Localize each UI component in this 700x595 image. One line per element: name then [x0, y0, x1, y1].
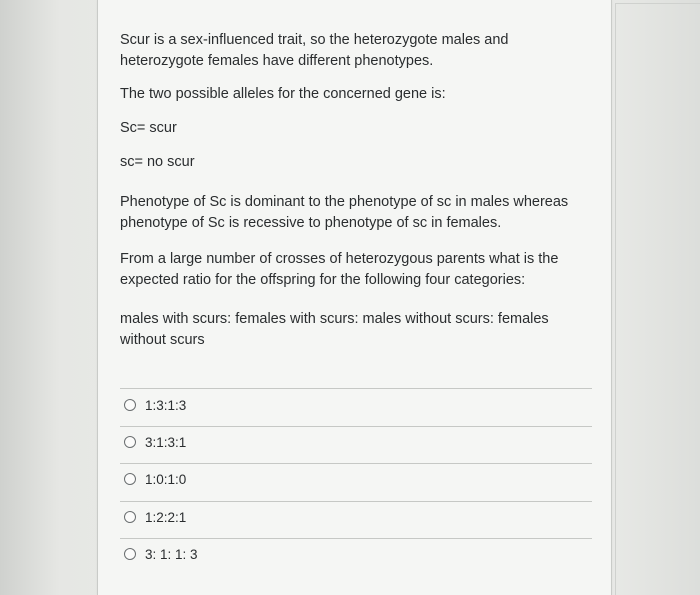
side-panel-frame — [615, 3, 700, 595]
radio-button-icon[interactable] — [124, 473, 136, 485]
question-intro: Scur is a sex-influenced trait, so the heterozygote males and heterozygote females have different phenotypes. — [120, 32, 509, 69]
answer-option-label: 1:2:2:1 — [145, 509, 187, 525]
divider — [120, 463, 592, 464]
answer-option-2[interactable] — [124, 431, 186, 453]
question-prompt: From a large number of crosses of heterozygous parents what is the expected ratio for the offspring for the following four categories: — [120, 251, 559, 288]
divider — [120, 426, 592, 427]
radio-button-icon[interactable] — [124, 511, 136, 523]
answer-option-1[interactable] — [124, 394, 186, 416]
question-dominance: Phenotype of Sc is dominant to the phenotype of sc in males whereas phenotype of Sc is recessive to phenotype of sc in females. — [120, 194, 569, 231]
question-card — [97, 0, 612, 595]
answer-option-label: 3:1:3:1 — [145, 434, 187, 450]
divider — [120, 538, 592, 539]
answer-option-label: 1:0:1:0 — [145, 471, 187, 487]
answer-option-3[interactable] — [124, 468, 186, 490]
question-categories: males with scurs: females with scurs: males without scurs: females without scurs — [120, 311, 549, 348]
answer-option-label: 1:3:1:3 — [145, 397, 187, 413]
answer-option-4[interactable] — [124, 506, 186, 528]
allele-sc-recessive: sc= no scur — [120, 154, 195, 170]
radio-button-icon[interactable] — [124, 399, 136, 411]
question-alleles-intro: The two possible alleles for the concerned gene is: — [120, 86, 446, 102]
allele-sc-dominant: Sc= scur — [120, 120, 177, 136]
radio-button-icon[interactable] — [124, 436, 136, 448]
radio-button-icon[interactable] — [124, 548, 136, 560]
divider — [120, 501, 592, 502]
answer-option-5[interactable] — [124, 543, 198, 565]
divider — [120, 388, 592, 389]
answer-option-label: 3: 1: 1: 3 — [145, 546, 198, 562]
